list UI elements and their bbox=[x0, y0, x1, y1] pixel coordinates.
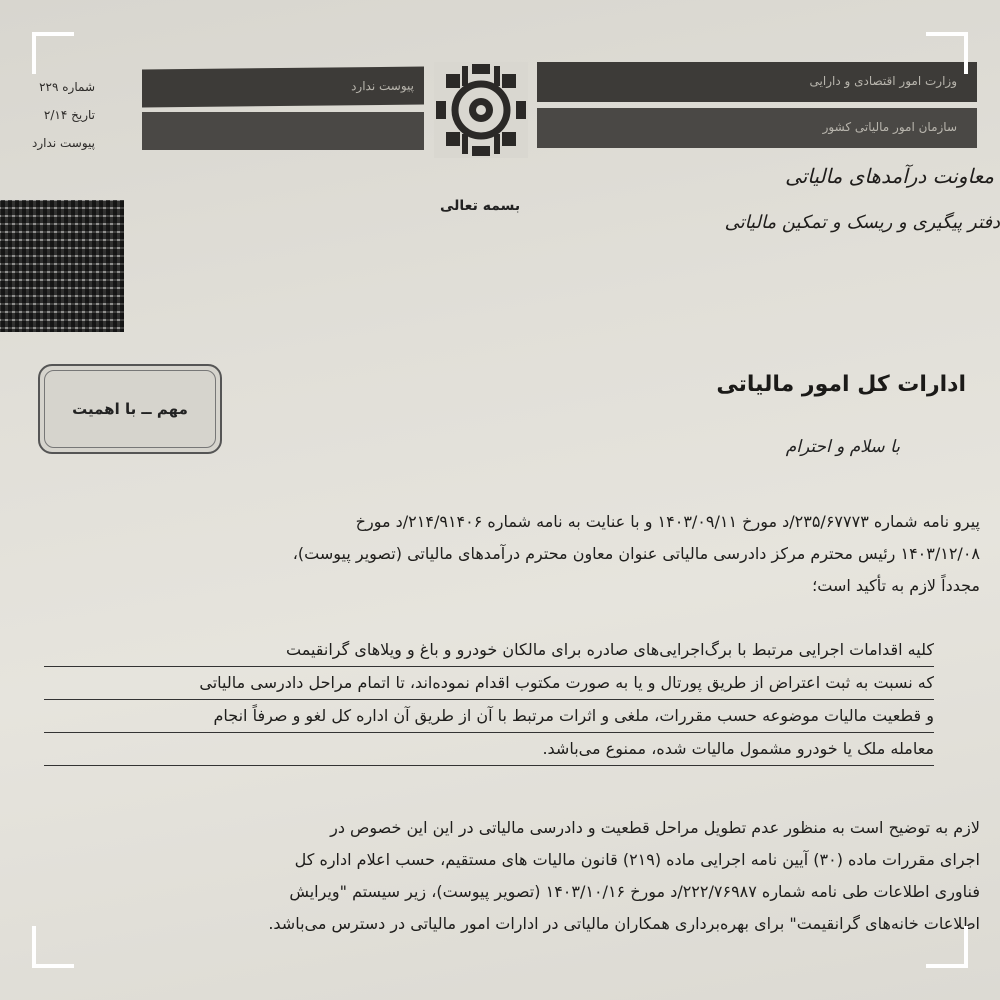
paragraph-3-line: لازم به توضیح است به منظور عدم تطویل مراحل قطعیت و دادرسی مالیاتی در این این خصوص در bbox=[330, 818, 980, 837]
frame-corner-bottom-left bbox=[32, 926, 74, 968]
paragraph-1-line: ۱۴۰۳/۱۲/۰۸ رئیس محترم مرکز دادرسی مالیاتی عنوان معاون محترم درآمدهای مالیاتی (تصویر پیوست)، bbox=[292, 544, 980, 563]
paragraph-2 bbox=[44, 634, 934, 766]
letter-metadata bbox=[0, 80, 95, 164]
meta-number-label: شماره bbox=[62, 80, 95, 94]
meta-number-value: ۲۲۹ bbox=[39, 80, 59, 94]
paragraph-3-line: اطلاعات خانه‌های گرانقیمت" برای بهره‌برداری همکاران مالیاتی در ادارات امور مالیاتی در دسترس می‌باشد. bbox=[268, 914, 980, 933]
frame-corner-top-left bbox=[32, 32, 74, 74]
paragraph-1-line: پیرو نامه شماره ۲۳۵/۶۷۷۷۳/د مورخ ۱۴۰۳/۰۹/۱۱ و با عنایت به نامه شماره ۲۱۴/۹۱۴۰۶/د مورخ bbox=[355, 512, 980, 531]
importance-stamp-label: مهم ــ با اهمیت bbox=[44, 370, 216, 448]
qr-code bbox=[0, 200, 124, 332]
meta-date-label: تاریخ bbox=[71, 108, 95, 122]
header-bar-right-bottom bbox=[537, 108, 977, 148]
paragraph-2-line: کلیه اقدامات اجرایی مرتبط با برگ‌اجرایی‌های صادره برای مالکان خودرو و باغ و ویلاهای گرانقیمت bbox=[44, 634, 934, 667]
frame-corner-top-right bbox=[926, 32, 968, 74]
paragraph-2-line: و قطعیت مالیات موضوعه حسب مقررات، ملغی و اثرات مرتبط با آن از طریق آن اداره کل لغو و صرفاً انجام bbox=[44, 700, 934, 733]
org-name-line1: وزارت امور اقتصادی و دارایی bbox=[809, 74, 957, 88]
frame-corner-bottom-right bbox=[926, 926, 968, 968]
department-subtitle: دفتر پیگیری و ریسک و تمکین مالیاتی bbox=[724, 212, 1000, 233]
paragraph-2-line: که نسبت به ثبت اعتراض از طریق پورتال و یا به صورت مکتوب اقدام نموده‌اند، تا اتمام مراحل دادرسی مالیاتی bbox=[44, 667, 934, 700]
meta-date-value: ۲/۱۴ bbox=[43, 108, 68, 122]
department-title: معاونت درآمدهای مالیاتی bbox=[785, 164, 994, 188]
importance-stamp bbox=[38, 364, 222, 454]
paragraph-3-line: فناوری اطلاعات طی نامه شماره ۲۲۲/۷۶۹۸۷/د مورخ ۱۴۰۳/۱۰/۱۶ (تصویر پیوست)، زیر سیستم "ویرایش bbox=[289, 882, 980, 901]
letter-greeting: با سلام و احترام bbox=[785, 437, 900, 457]
org-name-line2: سازمان امور مالیاتی کشور bbox=[822, 120, 957, 134]
paragraph-3 bbox=[30, 812, 980, 940]
paragraph-2-line: معامله ملک یا خودرو مشمول مالیات شده، ممنوع می‌باشد. bbox=[44, 733, 934, 766]
paragraph-3-line: اجرای مقررات ماده (۳۰) آیین نامه اجرایی ماده (۲۱۹) قانون مالیات های مستقیم، حسب اعلام اداره کل bbox=[294, 850, 980, 869]
letter-addressee: ادارات کل امور مالیاتی bbox=[716, 372, 966, 397]
tax-organization-emblem-icon bbox=[432, 60, 530, 160]
paragraph-1 bbox=[30, 506, 980, 602]
header-bar-left-bottom bbox=[142, 112, 424, 150]
meta-attach-value: ندارد bbox=[32, 136, 57, 150]
paragraph-1-line: مجدداً لازم به تأکید است؛ bbox=[812, 576, 980, 595]
meta-attach-label: پیوست bbox=[60, 136, 95, 150]
header-left-bar-text: پیوست ندارد bbox=[351, 78, 414, 94]
header-bar-left-top bbox=[142, 67, 424, 108]
header-bar-right-top bbox=[537, 62, 977, 102]
bismillah-heading: بسمه تعالی bbox=[440, 198, 521, 214]
